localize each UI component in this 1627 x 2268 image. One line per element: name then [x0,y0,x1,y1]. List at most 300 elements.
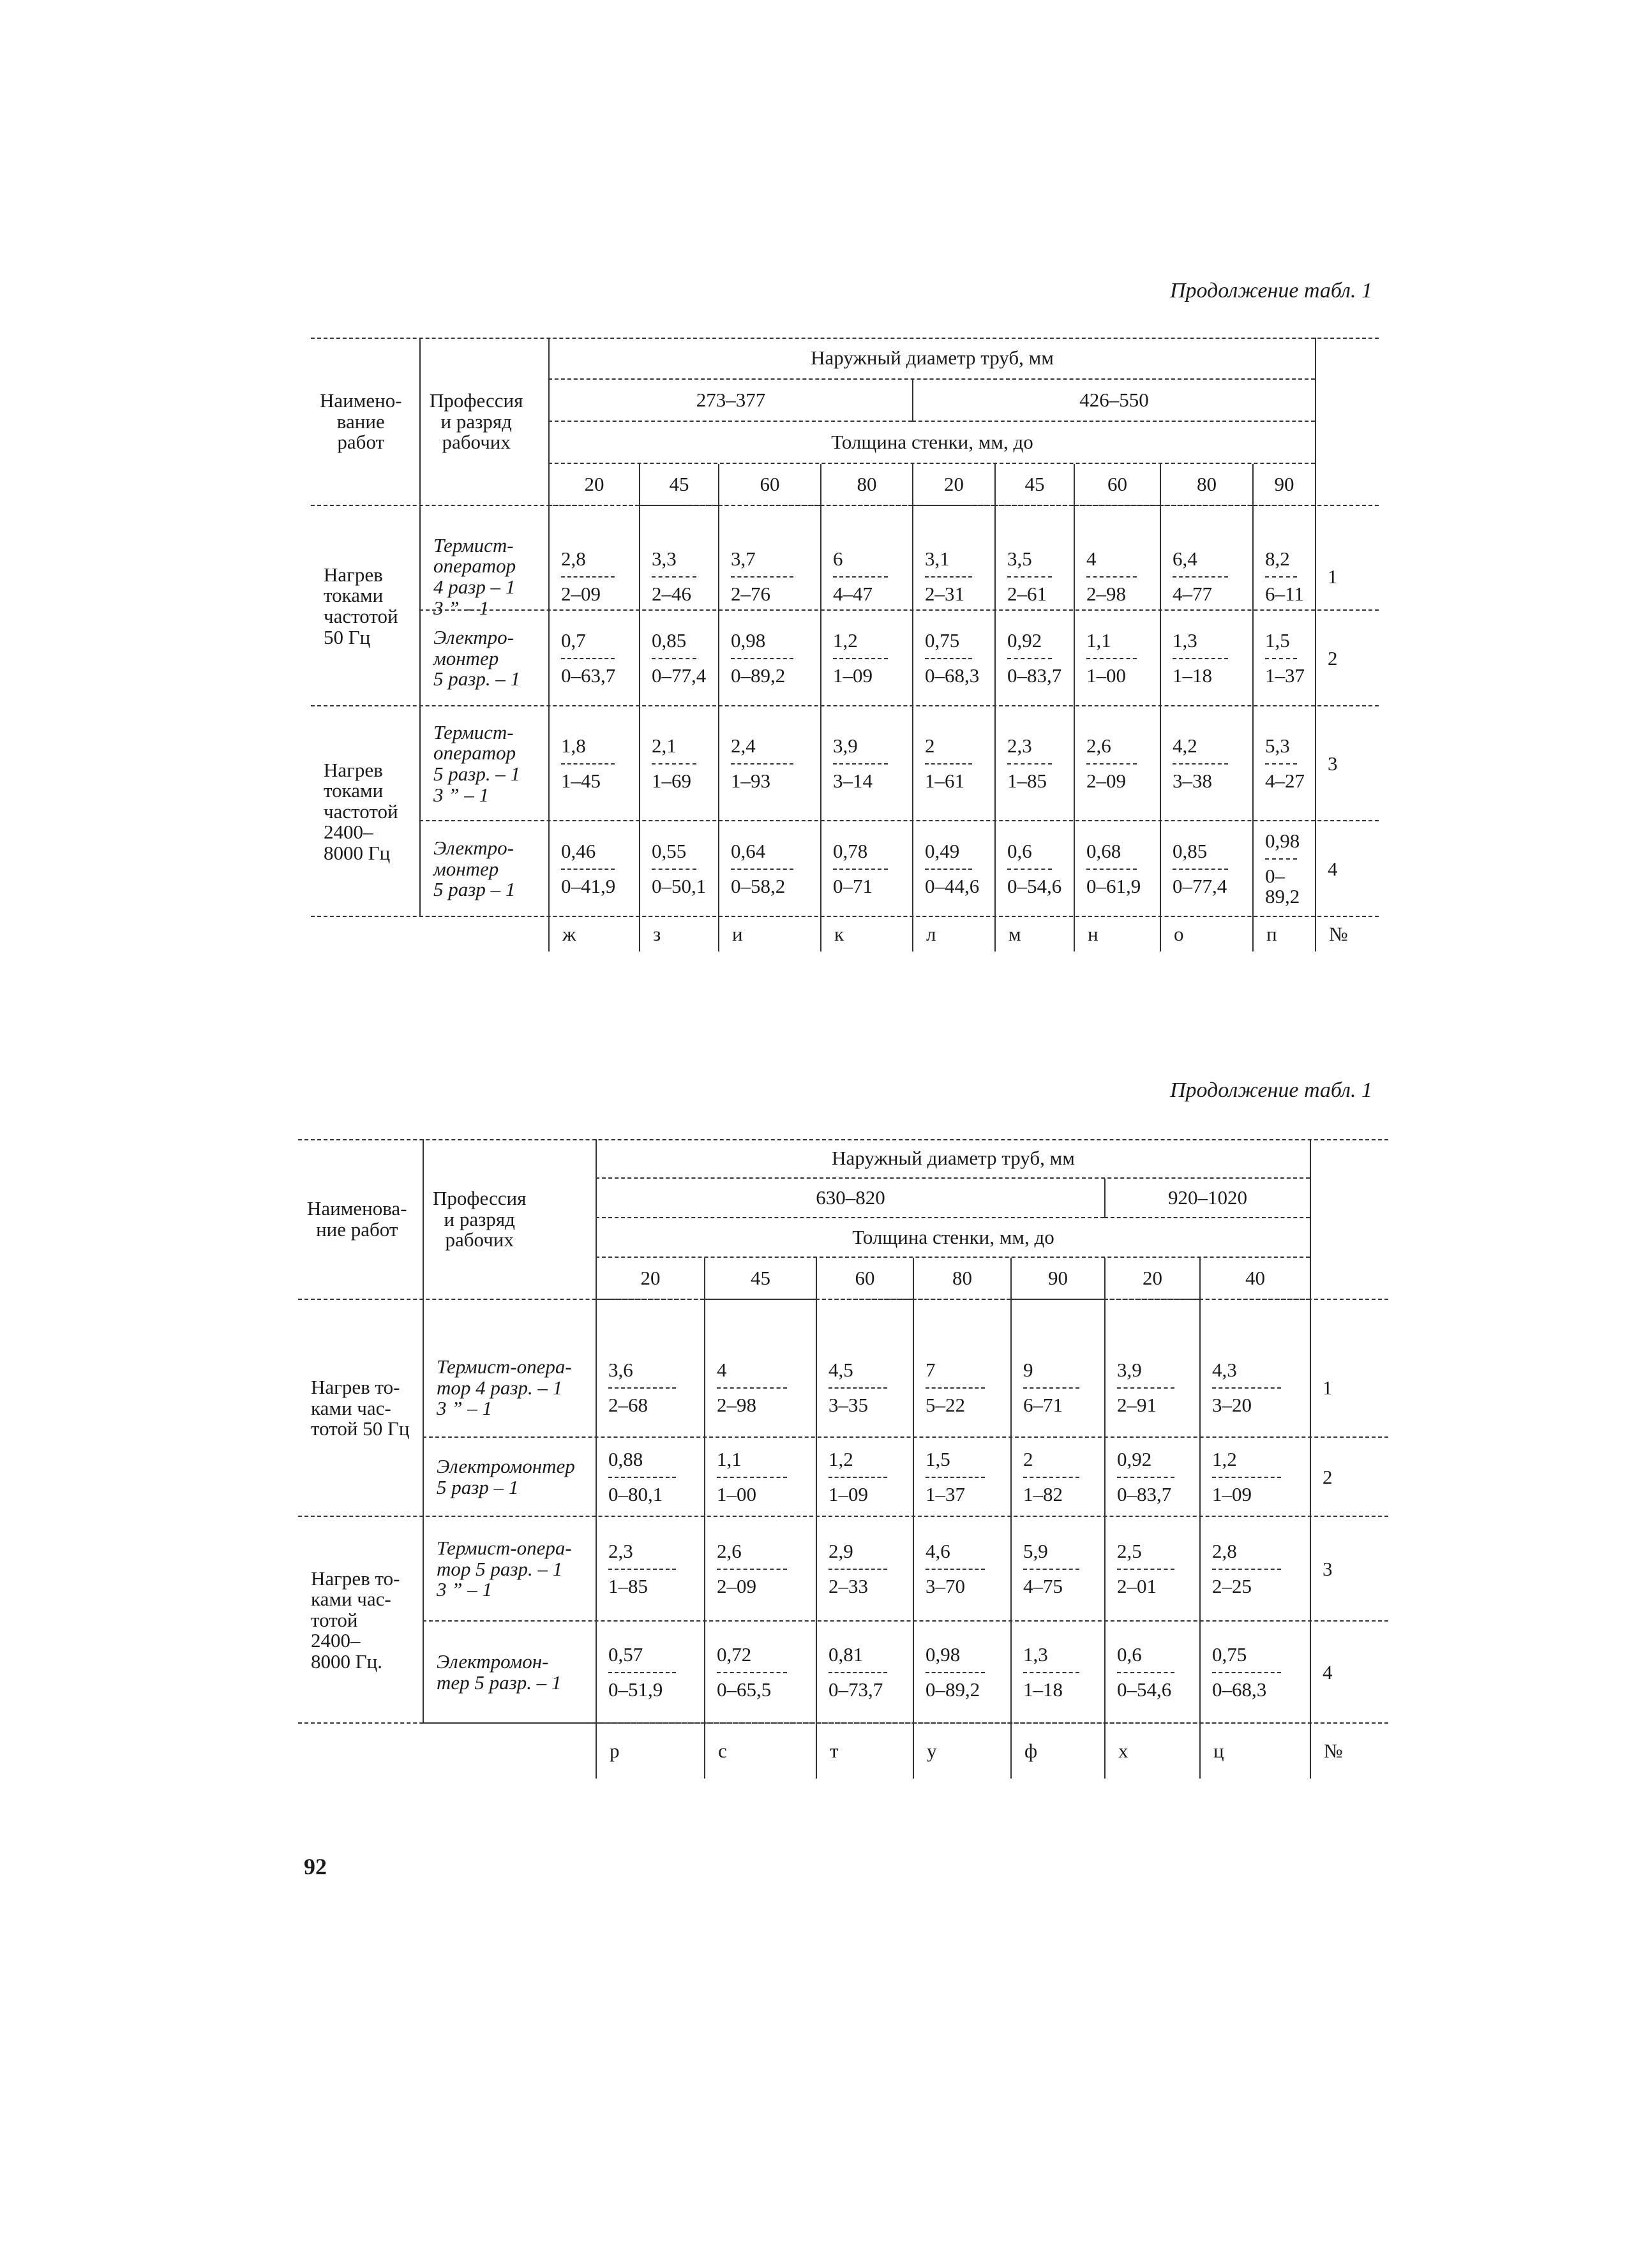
price-value: 0–68,3 [925,664,980,687]
fraction-bar [833,576,888,578]
price-value: 1–37 [1265,664,1305,687]
norm-time-value: 2 [1023,1448,1033,1471]
norm-time-value: 0,49 [925,840,960,863]
row-number-2 [1315,611,1379,706]
price-value: 0–65,5 [717,1678,772,1701]
profession-4 [423,1622,596,1724]
price-value: 0–71 [833,875,873,897]
fraction-bar [926,1672,985,1673]
price-value: 3–70 [926,1575,965,1597]
column-letter-к [820,917,912,951]
column-letter-о [1160,917,1252,951]
header-thickness-80-text: 80 [857,472,877,495]
price-value: 3–38 [1173,770,1212,792]
row-number-2-text: 2 [1328,646,1338,669]
fraction-bar [1117,1477,1174,1478]
column-letter-ф-text: ф [1024,1739,1038,1762]
price-value: 0–80,1 [608,1483,663,1505]
price-value: 0–68,3 [1212,1678,1267,1701]
price-value: 0–63,7 [561,664,616,687]
fraction-bar [1212,1672,1281,1673]
header-thickness-20-text: 20 [1143,1266,1162,1289]
spacer [820,506,912,543]
price-value: 0–77,4 [652,664,707,687]
price-value: 2–09 [561,583,601,605]
profession-2 [423,1438,596,1517]
norm-time-value: 2,9 [828,1540,853,1563]
rate-cell [1160,706,1252,821]
price-value: 1–00 [1086,664,1126,687]
rate-cell [596,1338,704,1438]
rate-cell [639,611,718,706]
norm-time-value: 0,78 [833,840,868,863]
rate-cell [704,1338,816,1438]
norm-time-value: 5,9 [1023,1540,1048,1563]
norm-time-value: 0,81 [828,1643,864,1666]
column-letter-ф [1010,1724,1104,1779]
price-value: 1–85 [608,1575,648,1597]
norm-time-value: 1,5 [1265,629,1290,652]
norm-time-value: 2,8 [1212,1540,1237,1563]
header-thickness-45-text: 45 [751,1266,770,1289]
spacer [994,506,1074,543]
price-value: 2–09 [717,1575,756,1597]
price-value: 3–20 [1212,1394,1252,1416]
profession-1 [423,1338,596,1438]
norm-time-value: 0,55 [652,840,687,863]
spacer [1104,1300,1199,1338]
price-value: 1–82 [1023,1483,1063,1505]
fraction-bar [1007,576,1052,578]
column-letter-р [596,1724,704,1779]
norm-time-value: 2 [925,735,935,757]
fraction-bar [1086,576,1137,578]
profession-3 [419,706,548,821]
header-thickness-60-text: 60 [855,1266,875,1289]
header-wall-thickness [596,1218,1310,1258]
price-value: 0–58,2 [731,875,786,897]
rate-cell [548,706,639,821]
fraction-bar [1117,1569,1174,1570]
rate-cell [1104,1438,1199,1517]
fraction-bar [717,1672,787,1673]
price-value: 0–77,4 [1173,875,1227,897]
rate-cell [596,1517,704,1622]
rate-cell [912,821,994,917]
fraction-bar [652,763,696,765]
fraction-bar [1173,869,1228,870]
price-value: 1–45 [561,770,601,792]
header-thickness-20-text: 20 [584,472,604,495]
profession-2 [419,611,548,706]
norm-time-value: 2,3 [608,1540,633,1563]
row-number-3-text: 3 [1328,752,1338,775]
price-value: 0–73,7 [828,1678,883,1701]
header-diameter [596,1139,1310,1179]
price-value: 1–93 [731,770,770,792]
price-value: 1–00 [717,1483,756,1505]
row-number-4 [1310,1622,1388,1724]
price-value: 0–89,2 [731,664,786,687]
group-name-1 [298,1300,423,1517]
rate-cell [1199,1622,1310,1724]
fraction-bar [608,1477,676,1478]
header-thickness-80-text: 80 [952,1266,972,1289]
fraction-bar [925,763,972,765]
rate-cell [1199,1338,1310,1438]
rate-cell [639,543,718,611]
fraction-bar [828,1387,887,1389]
spacer [639,506,718,543]
header-diameter [548,338,1315,380]
price-value: 6–71 [1023,1394,1063,1416]
fraction-bar [833,869,888,870]
norm-time-value: 1,1 [1086,629,1111,652]
price-value: 0–54,6 [1007,875,1062,897]
rate-cell [639,821,718,917]
norm-time-value: 0,88 [608,1448,643,1471]
spacer [1252,506,1315,543]
group-name-2 [298,1517,423,1724]
norm-time-value: 0,57 [608,1643,643,1666]
column-letter-з [639,917,718,951]
group-name-1 [311,506,419,706]
spacer [1010,1300,1104,1338]
rate-cell [820,821,912,917]
row-number-1-text: 1 [1328,565,1338,588]
rate-cell [1104,1338,1199,1438]
norm-time-value: 0,75 [1212,1643,1247,1666]
column-letter-ц [1199,1724,1310,1779]
spacer [1199,1300,1310,1338]
header-diameter-text: Наружный диаметр труб, мм [811,346,1054,369]
rate-cell [816,1338,913,1438]
column-letter-с-text: с [718,1739,727,1762]
price-value: 1–09 [828,1483,868,1505]
rate-cell [1252,611,1315,706]
fraction-bar [1173,763,1228,765]
fraction-bar [608,1569,676,1570]
norm-time-value: 3,7 [731,548,756,571]
header-thickness-20-text: 20 [944,472,964,495]
fraction-bar [717,1477,787,1478]
number-label [1310,1724,1388,1779]
row-number-4-text: 4 [1323,1660,1333,1683]
rate-cell [1104,1517,1199,1622]
rate-cell [816,1438,913,1517]
fraction-bar [925,658,972,659]
price-value: 0–50,1 [652,875,707,897]
fraction-bar [926,1387,985,1389]
column-letter-з-text: з [653,922,661,945]
norm-time-value: 1,8 [561,735,586,757]
spacer [1315,506,1379,543]
column-letter-к-text: к [834,922,844,945]
rate-cell [596,1622,704,1724]
rate-cell [913,1338,1010,1438]
column-letter-л-text: л [926,922,936,945]
fraction-bar [1007,763,1052,765]
rate-cell [1074,821,1160,917]
price-value: 2–01 [1117,1575,1157,1597]
price-value: 2–68 [608,1394,648,1416]
norm-time-value: 2,1 [652,735,677,757]
rate-cell [1010,1338,1104,1438]
rate-cell [816,1517,913,1622]
price-value: 0–83,7 [1117,1483,1172,1505]
rate-cell [718,821,820,917]
fraction-bar [1023,1569,1079,1570]
column-letter-ж [548,917,639,951]
fraction-bar [1023,1477,1079,1478]
rate-cell [913,1622,1010,1724]
column-letter-н-text: н [1088,922,1098,945]
profession-2-text: Электромонтер 5 разр – 1 [437,1455,575,1498]
price-value: 1–09 [833,664,873,687]
header-thickness-90-text: 90 [1274,472,1294,495]
norm-time-value: 1,3 [1023,1643,1048,1666]
norm-time-value: 1,2 [828,1448,853,1471]
fraction-bar [1023,1672,1079,1673]
norm-time-value: 2,5 [1117,1540,1142,1563]
rate-cell [1252,821,1315,917]
profession-3-text: Термист-опера- тор 5 разр. – 1 3 ” – 1 [437,1537,572,1601]
header-range-1-text: 273–377 [696,388,766,411]
row-number-1 [1315,543,1379,611]
profession-1 [419,533,548,619]
fraction-bar [828,1477,887,1478]
fraction-bar [731,658,793,659]
fraction-bar [1173,576,1228,578]
norm-time-value: 6,4 [1173,548,1197,571]
rate-cell [1074,611,1160,706]
page-number: 92 [304,1854,327,1879]
column-letter-у [913,1724,1010,1779]
price-value: 2–98 [1086,583,1126,605]
price-value: 1–09 [1212,1483,1252,1505]
norm-time-value: 2,6 [717,1540,742,1563]
header-thickness-60-text: 60 [1107,472,1127,495]
fraction-bar [833,658,888,659]
row-number-2-text: 2 [1323,1465,1333,1488]
header-wall-thickness-text: Толщина стенки, мм, до [852,1225,1054,1248]
table2-caption: Продолжение табл. 1 [1169,1078,1372,1102]
norm-time-value: 4 [1086,548,1097,571]
column-letter-м-text: м [1008,922,1021,945]
price-value: 1–18 [1023,1678,1063,1701]
column-letter-т-text: т [830,1739,839,1762]
header-thickness-20-text: 20 [640,1266,661,1289]
price-value: 0–89,2 [926,1678,980,1701]
fraction-bar [1117,1672,1174,1673]
column-letter-у-text: у [927,1739,937,1762]
norm-time-value: 3,6 [608,1359,633,1382]
table1 [311,338,1379,950]
group-name-1-text: Нагрев токами частотой 50 Гц [324,563,398,648]
spacer [816,1300,913,1338]
norm-time-value: 0,7 [561,629,586,652]
fraction-bar [1265,576,1297,578]
rate-cell [912,706,994,821]
rate-cell [1199,1517,1310,1622]
rate-cell [820,543,912,611]
rate-cell [1160,821,1252,917]
header-profession-text: Профессия и разряд рабочих [430,389,523,454]
norm-time-value: 0,46 [561,840,596,863]
profession-1-text: Термист- оператор 4 разр – 1 3 ” – 1 [433,533,516,619]
norm-time-value: 4,2 [1173,735,1197,757]
norm-time-value: 1,5 [926,1448,950,1471]
norm-time-value: 0,6 [1007,840,1032,863]
spacer [1310,1300,1388,1338]
number-label-text: № [1329,922,1348,945]
rate-cell [1074,543,1160,611]
rate-cell [548,611,639,706]
price-value: 3–14 [833,770,873,792]
column-letter-х-text: х [1118,1739,1128,1762]
price-value: 5–22 [926,1394,965,1416]
spacer [1074,506,1160,543]
fraction-bar [1212,1387,1281,1389]
rate-cell [994,821,1074,917]
norm-time-value: 2,8 [561,548,586,571]
header-wall-thickness [548,422,1315,464]
rate-cell [820,706,912,821]
rate-cell [639,706,718,821]
fraction-bar [1023,1387,1079,1389]
norm-time-value: 0,98 [731,629,766,652]
header-thickness-40-text: 40 [1245,1266,1265,1289]
row-number-1 [1310,1338,1388,1438]
rate-cell [1010,1438,1104,1517]
rate-cell [548,543,639,611]
row-number-3 [1315,706,1379,821]
norm-time-value: 4 [717,1359,727,1382]
row-number-4 [1315,821,1379,917]
rate-cell [994,706,1074,821]
fraction-bar [1265,658,1297,659]
price-value: 2–31 [925,583,964,605]
number-label-text: № [1324,1739,1343,1762]
fraction-bar [652,576,696,578]
rate-cell [1104,1622,1199,1724]
fraction-bar [828,1672,887,1673]
price-value: 0–54,6 [1117,1678,1172,1701]
column-letter-ж-text: ж [562,922,576,945]
header-thickness-45-text: 45 [669,472,689,495]
price-value: 2–98 [717,1394,756,1416]
header-range-1-text: 630–820 [816,1186,885,1209]
header-range-2-text: 426–550 [1079,388,1149,411]
rate-cell [994,543,1074,611]
number-label [1315,917,1379,951]
norm-time-value: 0,72 [717,1643,752,1666]
header-range-2 [912,380,1315,422]
norm-time-value: 0,98 [1265,830,1300,853]
norm-time-value: 4,6 [926,1540,950,1563]
fraction-bar [731,576,793,578]
norm-time-value: 9 [1023,1359,1033,1382]
norm-time-value: 2,6 [1086,735,1111,757]
header-thickness-45-text: 45 [1024,472,1045,495]
rate-cell [994,611,1074,706]
header-thickness-90-text: 90 [1048,1266,1068,1289]
price-value: 2–61 [1007,583,1047,605]
price-value: 2–91 [1117,1394,1157,1416]
column-letter-о-text: о [1174,922,1184,945]
price-value: 1–18 [1173,664,1212,687]
price-value: 4–77 [1173,583,1212,605]
spacer [596,1300,704,1338]
rate-cell [913,1517,1010,1622]
rate-cell [548,821,639,917]
norm-time-value: 5,3 [1265,735,1290,757]
row-number-4-text: 4 [1328,857,1338,880]
spacer [1160,506,1252,543]
column-letter-ц-text: ц [1213,1739,1224,1762]
rate-cell [1010,1622,1104,1724]
norm-time-value: 0,92 [1007,629,1042,652]
spacer [423,1300,596,1338]
norm-time-value: 3,9 [833,735,858,757]
header-wall-thickness-text: Толщина стенки, мм, до [831,430,1033,453]
fraction-bar [925,869,972,870]
column-letter-т [816,1724,913,1779]
norm-time-value: 3,9 [1117,1359,1142,1382]
norm-time-value: 0,92 [1117,1448,1152,1471]
header-diameter-text: Наружный диаметр труб, мм [832,1146,1075,1169]
spacer [548,506,639,543]
norm-time-value: 3,1 [925,548,950,571]
spacer [913,1300,1010,1338]
fraction-bar [1265,763,1297,765]
norm-time-value: 0,68 [1086,840,1121,863]
column-letter-м [994,917,1074,951]
fraction-bar [1007,869,1052,870]
price-value: 6–11 [1265,583,1304,605]
fraction-bar [828,1569,887,1570]
profession-3 [423,1517,596,1622]
fraction-bar [926,1569,985,1570]
norm-time-value: 3,3 [652,548,677,571]
fraction-bar [1117,1387,1174,1389]
profession-4 [419,821,548,917]
fraction-bar [608,1672,676,1673]
price-value: 0–41,9 [561,875,616,897]
fraction-bar [561,576,615,578]
norm-time-value: 2,3 [1007,735,1032,757]
norm-time-value: 2,4 [731,735,756,757]
fraction-bar [1086,763,1137,765]
fraction-bar [926,1477,985,1478]
norm-time-value: 6 [833,548,843,571]
price-value: 4–27 [1265,770,1305,792]
norm-time-value: 8,2 [1265,548,1290,571]
header-bottom-rule [298,1258,1388,1300]
row-number-2 [1310,1438,1388,1517]
fraction-bar [717,1387,787,1389]
header-thickness-60-text: 60 [760,472,780,495]
rate-cell [704,1517,816,1622]
price-value: 2–76 [731,583,770,605]
norm-time-value: 0,64 [731,840,766,863]
fraction-bar [652,658,696,659]
rate-cell [1160,611,1252,706]
rate-cell [913,1438,1010,1517]
rate-cell [1074,706,1160,821]
fraction-bar [1212,1477,1281,1478]
rate-cell [816,1622,913,1724]
